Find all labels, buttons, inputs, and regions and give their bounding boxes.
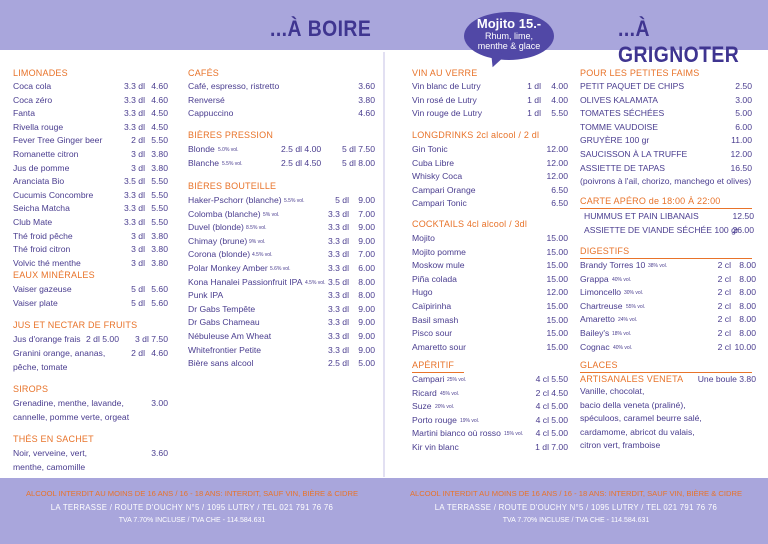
carte-item: ASSIETTE DE VIANDE SÉCHÉE 100 gr [584,224,739,235]
cocktail-price: 15.00 [546,260,568,271]
limonade-price: 5.50 [151,217,168,227]
bouteille-abv: 8.5% vol. [246,225,267,232]
bouteille-item: Corona (blonde) [188,249,251,260]
cocktail-price: 15.00 [546,328,568,339]
aperitif-volume: 4 cl [535,401,549,412]
bouteille-abv: 9% vol. [249,238,266,245]
eau-volume: 5 dl [131,297,145,308]
bouteille-price: 7.00 [358,208,375,219]
bouteille-price: 6.00 [358,263,375,273]
glaces-price: Une boule 3.80 [697,374,756,384]
aperitif-volume: 1 dl [535,442,549,452]
vin-volume: 1 dl [527,108,541,119]
limonade-price: 5.50 [151,189,168,200]
digestif-volume: 2 cl [717,273,731,284]
digestif-abv: 38% vol. [648,263,668,269]
pression-large: 5 dl 7.50 [342,144,375,154]
limonade-volume: 3 dl [131,257,145,268]
longdrink-price: 12.00 [546,171,568,182]
glaces-flavour: spéculoos, caramel beurre salé, [580,413,702,424]
jus-heading: JUS ET NECTAR DE FRUITS [13,320,138,330]
digestif-abv: 18% vol. [612,331,632,337]
bouteille-item: Dr Gabs Chameau [188,317,260,328]
bouteille-price: 9.00 [358,331,375,341]
carte-price: 12.50 [732,211,754,221]
faims-price: 2.50 [735,81,752,91]
aperitif-volume: 4 cl [535,374,549,384]
vin-volume: 1 dl [527,81,541,91]
bouteille-price: 7.00 [358,249,375,260]
pression-abv: 5.5% vol. [222,160,243,167]
vin-heading: VIN AU VERRE [412,68,478,78]
pression-heading: BIÈRES PRESSION [188,130,274,140]
bouteille-volume: 3.3 dl [327,263,349,273]
limonade-item: Seicha Matcha [13,203,70,214]
bouteille-price: 9.00 [358,235,375,246]
longdrink-price: 6.50 [551,198,568,209]
center-divider [383,52,385,477]
footer-address-left: LA TERRASSE / ROUTE D'OUCHY N°5 / 1095 LUTRY / TEL 021 791 76 76 [50,503,334,512]
aperitif-price: 5.50 [551,374,568,384]
limonade-item: Thé froid pêche [13,230,73,241]
bouteille-volume: 3.3 dl [327,208,349,219]
limonade-item: Fever Tree Ginger beer [13,135,103,146]
aperitif-item: Porto rouge [412,414,457,425]
cafe-price: 3.60 [358,81,375,91]
carte-apero-heading-underline [580,208,752,209]
longdrink-item: Gin Tonic [412,144,448,154]
bouteille-volume: 3.3 dl [327,290,349,301]
limonade-price: 4.50 [151,121,168,132]
cocktail-price: 15.00 [546,301,568,311]
digestif-volume: 2 cl [717,260,731,270]
vin-item: Vin rouge de Lutry [412,108,483,119]
faims-price: 5.00 [735,108,752,119]
bouteille-item: Chimay (brune) [188,235,248,246]
eaux-heading: EAUX MINÉRALES [13,270,95,280]
aperitif-abv: 25% vol. [447,377,467,383]
digestif-volume: 2 cl [717,300,731,311]
footer-alcool-left: ALCOOL INTERDIT AU MOINS DE 16 ANS / 16 - 18 ANS: INTERDIT, SAUF VIN, BIÈRE & CIDRE [25,489,359,498]
bubble-title: Mojito 15.- [476,16,542,31]
pression-small: 2.5 dl 4.50 [281,157,322,168]
mojito-bubble [464,12,554,60]
limonade-price: 5.50 [151,176,168,187]
bouteille-volume: 3.5 dl [327,276,349,287]
aperitif-abv: 15% vol. [504,431,524,438]
digestif-item: Bailey's [580,328,610,338]
digestif-price: 8.00 [739,314,756,325]
digestif-price: 8.00 [739,328,756,338]
bouteille-price: 8.00 [358,276,375,287]
glaces-flavour: bacio della veneta (praliné), [580,399,686,410]
bouteille-volume: 3.3 dl [327,249,349,260]
pression-small: 2.5 dl 4.00 [281,144,322,154]
artisanales-heading: ARTISANALES VENETA [580,374,684,384]
cocktail-price: 15.00 [546,273,568,284]
pression-item: Blonde [188,144,215,154]
digestif-abv: 24% vol. [618,317,638,324]
limonade-volume: 3.5 dl [123,176,145,187]
cafe-price: 3.80 [358,94,375,105]
digestif-item: Chartreuse [580,300,623,311]
eau-item: Vaiser plate [13,297,58,308]
faims-heading: POUR LES PETITES FAIMS [580,68,700,78]
digestif-price: 8.00 [739,287,756,298]
sirops-item: Grenadine, menthe, lavande, [13,398,124,408]
limonade-volume: 3.3 dl [123,108,145,119]
footer-address-right: LA TERRASSE / ROUTE D'OUCHY N°5 / 1095 LUTRY / TEL 021 791 76 76 [434,503,718,512]
aperitif-volume: 4 cl [535,414,549,425]
limonade-volume: 3.3 dl [123,203,145,214]
bouteille-item: Bière sans alcool [188,358,254,369]
bouteille-item: Punk IPA [188,290,224,301]
limonade-item: Volvic thé menthe [13,257,81,268]
limonades-heading: LIMONADES [13,68,68,78]
digestif-abv: 40% vol. [612,276,632,283]
carte-item: HUMMUS ET PAIN LIBANAIS [584,211,699,221]
longdrink-item: Campari Orange [412,184,476,195]
carte-apero-heading: CARTE APÉRO de 18:00 À 22:00 [580,196,721,206]
bouteille-abv: 5.6% vol. [270,266,291,272]
cocktail-item: Pisco sour [412,328,453,339]
footer-alcool-right: ALCOOL INTERDIT AU MOINS DE 16 ANS / 16 - 18 ANS: INTERDIT, SAUF VIN, BIÈRE & CIDRE [409,489,743,498]
limonade-price: 3.80 [151,244,168,255]
sirops-item-cont: cannelle, pomme verte, orgeat [13,411,130,422]
cocktail-price: 15.00 [546,314,568,325]
bouteille-abv: 4.5% vol. [252,252,273,259]
aperitif-price: 5.00 [551,414,568,425]
sirops-heading: SIROPS [13,384,49,394]
aperitif-price: 5.00 [551,401,568,412]
eau-volume: 5 dl [131,284,145,294]
faims-item: SAUCISSON À LA TRUFFE [580,149,688,159]
longdrink-price: 12.00 [546,144,568,154]
faims-price: 12.00 [730,149,752,159]
bouteille-abv: 5.5% vol. [284,198,305,204]
thes-price: 3.60 [151,448,168,458]
aperitif-volume: 2 cl [535,387,549,398]
digestif-item: Amaretto [580,314,615,325]
cocktail-item: Piña colada [412,273,457,284]
limonade-item: Coca zéro [13,94,53,105]
aperitif-price: 7.00 [551,442,568,452]
faims-price: 11.00 [731,135,752,146]
digestifs-heading-underline [580,258,752,259]
bouteille-abv: 5% vol. [263,211,280,218]
longdrink-item: Whisky Coca [412,171,463,182]
jus-item: Jus d'orange frais [13,334,81,344]
limonade-volume: 3.3 dl [123,189,145,200]
faims-item: TOMATES SÉCHÉES [580,108,665,119]
digestif-volume: 2 cl [717,314,731,325]
bouteille-heading: BIÈRES BOUTEILLE [188,181,277,191]
granini-item-cont: pêche, tomate [13,361,68,372]
limonade-price: 5.50 [151,135,168,146]
digestif-abv: 55% vol. [626,303,646,310]
bouteille-abv: 4.5% vol. [305,279,326,286]
bouteille-volume: 3.3 dl [327,235,349,246]
bouteille-price: 9.00 [358,195,375,205]
cocktail-item: Hugo [412,287,433,298]
digestif-price: 8.00 [739,300,756,311]
limonade-price: 4.50 [151,108,168,119]
limonade-price: 4.60 [151,81,168,91]
longdrinks-heading: LONGDRINKS 2cl alcool / 2 dl [412,130,540,140]
cocktails-heading: COCKTAILS 4cl alcool / 3dl [412,219,528,229]
bouteille-volume: 5 dl [335,195,349,205]
cafe-price: 4.60 [358,108,375,119]
cocktail-price: 15.00 [546,233,568,243]
bouteille-item: Kona Hanalei Passionfruit IPA [188,276,303,287]
longdrink-item: Campari Tonic [412,198,467,209]
bouteille-volume: 3.3 dl [327,331,349,341]
sirops-price: 3.00 [151,398,168,408]
limonade-volume: 3.3 dl [123,121,145,132]
digestif-price: 10.00 [734,341,756,352]
limonade-item: Thé froid citron [13,244,71,255]
digestif-item: Cognac [580,341,610,352]
longdrink-price: 12.00 [546,157,568,168]
bubble-tail [486,50,506,70]
bouteille-price: 5.00 [358,358,375,369]
cafe-item: Café, espresso, ristretto [188,81,280,91]
aperitif-price: 5.00 [551,428,568,439]
bouteille-volume: 3.3 dl [327,303,349,314]
limonade-price: 3.80 [151,162,168,173]
cocktail-price: 15.00 [546,246,568,257]
limonade-item: Rivella rouge [13,121,64,132]
cocktail-item: Moskow mule [412,260,465,271]
cafe-item: Cappuccino [188,108,234,119]
vin-price: 4.00 [551,81,568,91]
bouteille-volume: 3.3 dl [327,317,349,328]
carte-price: 26.00 [732,224,754,235]
aperitif-abv: 45% vol. [440,390,460,397]
digestif-item: Brandy Torres 10 [580,260,646,270]
aperitif-heading: APÉRITIF [412,360,455,370]
footer-tva-left: TVA 7.70% INCLUSE / TVA CHE - 114.584.631 [118,517,266,524]
cocktail-item: Mojito pomme [412,246,466,257]
longdrink-item: Cuba Libre [412,157,455,168]
cocktail-item: Mojito [412,233,435,243]
aperitif-volume: 4 cl [535,428,549,439]
granini-item: Granini orange, ananas, [13,348,106,358]
cocktail-price: 12.00 [546,287,568,298]
bubble-subtitle-1: Rhum, lime, [484,31,533,41]
faims-item: TOMME VAUDOISE [580,121,658,132]
aperitif-abv: 20% vol. [435,404,455,411]
pression-item: Blanche [188,157,220,168]
limonade-volume: 3 dl [131,244,145,255]
eau-price: 5.60 [151,297,168,308]
digestif-item: Limoncello [580,287,622,298]
glaces-heading-underline [580,372,752,373]
digestif-volume: 2 cl [717,341,731,352]
digestif-abv: 30% vol. [624,290,644,297]
bouteille-item: Nébuleuse Am Wheat [188,331,272,341]
a-boire-title: ...À BOIRE [270,16,372,41]
pression-large: 5 dl 8.00 [342,157,375,168]
bouteille-volume: 3.3 dl [327,222,349,233]
bouteille-item: Haker-Pschorr (blanche) [188,195,282,205]
limonade-volume: 3.3 dl [123,81,145,91]
faims-price: 3.00 [735,94,752,105]
bouteille-price: 9.00 [358,222,375,233]
bouteille-item: Dr Gabs Tempête [188,303,256,314]
tapas-note: (poivrons à l'ail, chorizo, manchego et olives) [580,176,752,187]
faims-item: PETIT PAQUET DE CHIPS [580,81,685,91]
digestif-volume: 2 cl [717,328,731,338]
cafe-item: Renversé [188,94,225,105]
cocktail-item: Caïpirinha [412,301,452,311]
vin-volume: 1 dl [527,94,541,105]
limonade-price: 4.60 [151,94,168,105]
faims-item: GRUYÈRE 100 gr [580,135,650,146]
jus-price-large: 3 dl 7.50 [135,334,168,344]
bouteille-price: 8.00 [358,290,375,301]
limonade-item: Coca cola [13,81,52,91]
aperitif-abv: 19% vol. [460,417,480,424]
aperitif-item: Campari [412,374,445,384]
limonade-volume: 3 dl [131,162,145,173]
a-grignoter-title: ...À GRIGNOTER [618,16,740,67]
vin-price: 5.50 [551,108,568,119]
limonade-item: Cucumis Concombre [13,189,94,200]
digestif-price: 8.00 [739,260,756,270]
digestif-abv: 40% vol. [613,344,633,351]
aperitif-item: Ricard [412,387,437,398]
digestif-price: 8.00 [739,273,756,284]
limonade-item: Jus de pomme [13,162,70,173]
cocktail-item: Basil smash [412,314,459,325]
aperitif-item: Suze [412,401,432,412]
pression-abv: 5.0% vol. [218,147,239,153]
limonade-volume: 3.3 dl [123,94,145,105]
vin-price: 4.00 [551,94,568,105]
bouteille-item: Whitefrontier Petite [188,344,262,355]
bouteille-item: Colomba (blanche) [188,208,261,219]
aperitif-item: Martini bianco où rosso [412,428,501,439]
limonade-price: 3.80 [151,230,168,241]
bouteille-price: 9.00 [358,344,375,355]
thes-item: Noir, verveine, vert, [13,448,88,458]
vin-item: Vin blanc de Lutry [412,81,481,91]
faims-item: OLIVES KALAMATA [580,94,659,105]
glaces-heading: GLACES [580,360,618,370]
limonade-price: 3.80 [151,257,168,268]
cocktail-item: Amaretto sour [412,341,466,352]
eau-price: 5.60 [151,284,168,294]
bouteille-item: Polar Monkey Amber [188,263,268,273]
limonade-volume: 3 dl [131,149,145,159]
longdrink-price: 6.50 [551,184,568,195]
thes-heading: THÉS EN SACHET [13,434,94,444]
digestif-volume: 2 cl [717,287,731,298]
limonade-price: 5.50 [151,203,168,214]
bubble-subtitle-2: menthe & glace [477,41,541,51]
limonade-item: Fanta [13,108,35,119]
digestifs-heading: DIGESTIFS [580,246,630,256]
limonade-volume: 2 dl [131,135,145,146]
aperitif-item: Kir vin blanc [412,442,459,452]
bouteille-price: 9.00 [358,317,375,328]
glaces-flavour: cardamome, abricot du valais, [580,426,695,437]
limonade-item: Club Mate [13,217,53,227]
faims-price: 16.50 [730,162,752,173]
footer-tva-right: TVA 7.70% INCLUSE / TVA CHE - 114.584.631 [502,517,650,524]
eau-item: Vaiser gazeuse [13,284,72,294]
faims-item: ASSIETTE DE TAPAS [580,162,666,173]
bouteille-item: Duvel (blonde) [188,222,244,233]
limonade-item: Romanette citron [13,149,79,159]
granini-price: 4.60 [151,348,168,358]
cafes-heading: CAFÉS [188,68,220,78]
limonade-volume: 3 dl [131,230,145,241]
jus-price-small: 2 dl 5.00 [86,334,119,344]
bouteille-price: 9.00 [358,303,375,314]
aperitif-price: 4.50 [551,387,568,398]
granini-volume: 2 dl [131,348,145,358]
thes-item-cont: menthe, camomille [13,461,86,472]
faims-price: 6.00 [735,121,752,132]
limonade-item: Aranciata Bio [13,176,65,187]
glaces-flavour: citron vert, framboise [580,440,661,451]
digestif-item: Grappa [580,273,609,284]
cocktail-price: 15.00 [546,341,568,352]
glaces-flavour: Vanille, chocolat, [580,386,645,396]
aperitif-heading-underline [412,372,464,373]
bouteille-volume: 2.5 dl [327,358,349,369]
limonade-price: 3.80 [151,149,168,159]
vin-item: Vin rosé de Lutry [412,94,477,105]
bouteille-volume: 3.3 dl [327,344,349,355]
limonade-volume: 3.3 dl [123,217,145,227]
